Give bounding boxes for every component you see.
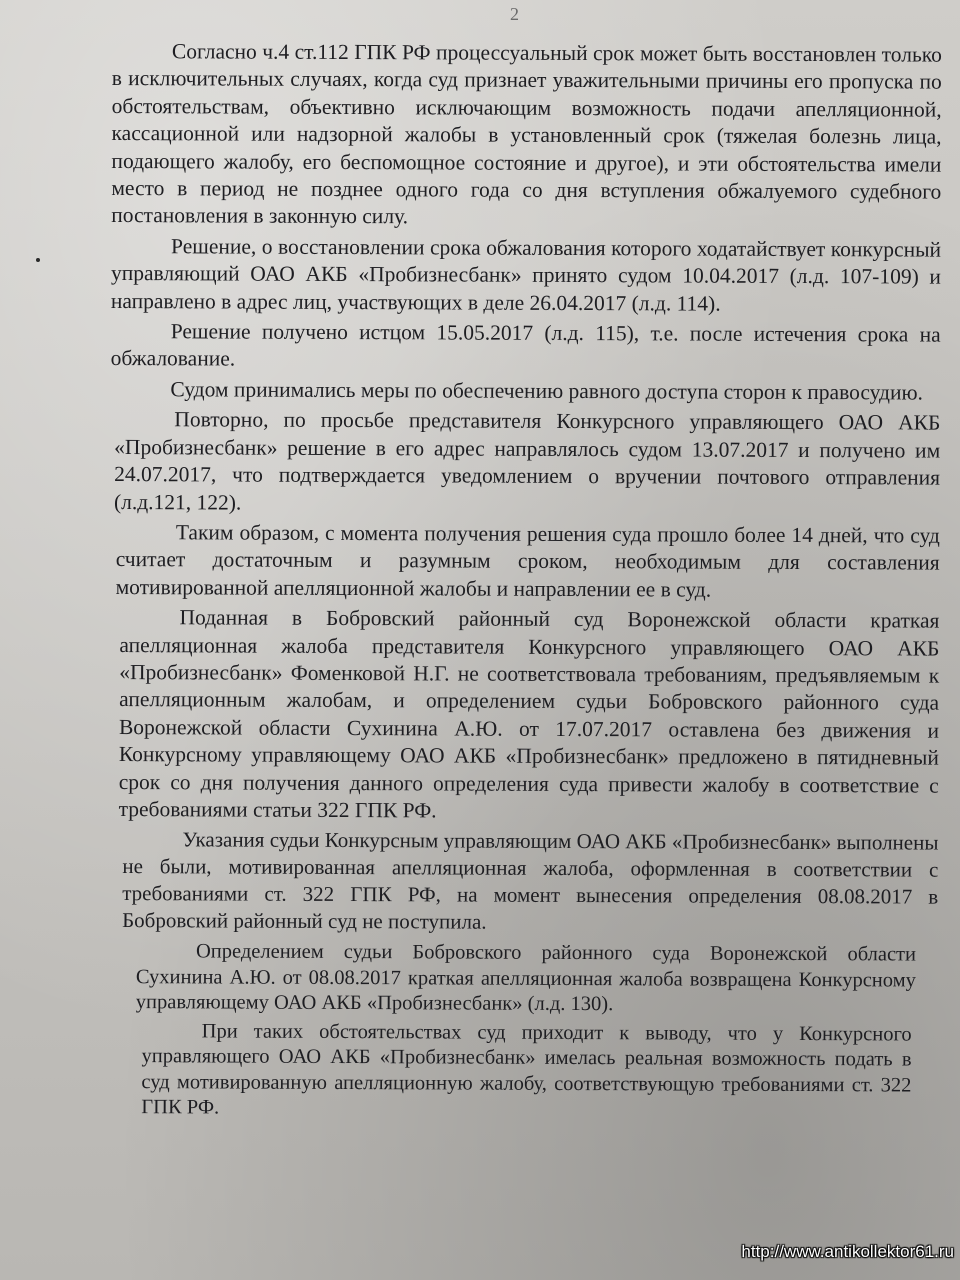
document-body [107, 38, 942, 1127]
paragraph-appeal-returned: Определением судьи Бобровского районного суда Воронежской области Сухинина А.Ю. от 08.08.2017 краткая апелляционная жалоба возвращена Конкурсному управляющему ОАО АКБ «Пробизнесбанк» (л.д. 130). [135, 940, 917, 1016]
paragraph-decision-date: Решение, о восстановлении срока обжалования которого ходатайствует конкурсный управляющий ОАО АКБ «Пробизнесбанк» принято судом 10.04.2017 (л.д. 107-109) и направлено в адрес лиц, участвующих в деле 26.04.2017 (л.д. 114). [110, 234, 942, 316]
paragraph-decision-received: Решение получено истцом 15.05.2017 (л.д. 115), т.е. после истечения срока на обжалование. [110, 319, 941, 372]
site-watermark: http://www.antikollektor61.ru [741, 1242, 954, 1261]
paragraph-repeated-sending: Повторно, по просьбе представителя Конкурсного управляющего ОАО АКБ «Пробизнесбанк» решение в его адрес направлялось судом 13.07.2017 и получено им 24.07.2017, что подтверждается уведомлением о вручении почтового отправления (л.д.121, 122). [113, 407, 941, 515]
paragraph-restoration-rule: Согласно ч.4 ст.112 ГПК РФ процессуальный срок может быть восстановлен только в исключительных случаях, когда суд признает уважительными причины его пропуска по обстоятельствам, объективно исключающим возможность подачи апелляционной, кассационной или надзорной жалобы в установленный срок (тяжелая болезнь лица, подающего жалобу, его беспомощное состояние и другое), и эти обстоятельства имели место в период не позднее одного года со дня вступления обжалуемого судебного постановления в законную силу. [111, 39, 942, 229]
paragraph-instructions-not-fulfilled: Указания судьи Конкурсным управляющим ОАО АКБ «Пробизнесбанк» выполнены не были, мотивированная апелляционная жалоба, оформленная в соответствии с требованиями ст. 322 ГПК РФ, на момент вынесения определения 08.08.2017 в Бобровский районный суд не поступила. [122, 827, 939, 935]
paragraph-sufficient-term: Таким образом, с момента получения решения суда прошло более 14 дней, что суд считает достаточным и разумным сроком, необходимым для составления мотивированной апелляционной жалобы и направлении ее в суд. [115, 520, 940, 602]
paragraph-equal-access: Судом принимались меры по обеспечению равного доступа сторон к правосудию. [170, 377, 923, 405]
margin-ink-dot [36, 258, 40, 262]
paragraph-conclusion: При таких обстоятельствах суд приходит к выводу, что у Конкурсного управляющего ОАО АКБ «Пробизнесбанк» имелась реальная возможность подать в суд мотивированную апелляционную жалобу, соответствующую требованиями ст. 322 ГПК РФ. [141, 1020, 912, 1119]
page-number: 2 [510, 4, 519, 24]
paragraph-brief-appeal: Поданная в Бобровский районный суд Воронежской области краткая апелляционная жалоба представителя Конкурсного управляющего ОАО АКБ «Пробизнесбанк» Фоменковой Н.Г. не соответствовала требованиям, предъявляемым к апелляционным жалобам, и определением судьи Бобровского районного суда Воронежской области Сухинина А.Ю. от 17.07.2017 оставлена без движения и Конкурсному управляющему ОАО АКБ «Пробизнесбанк» предложено в пятидневный срок со дня получения данного определения суда привести жалобу в соответствие с требованиями статьи 322 ГПК РФ. [118, 605, 940, 823]
